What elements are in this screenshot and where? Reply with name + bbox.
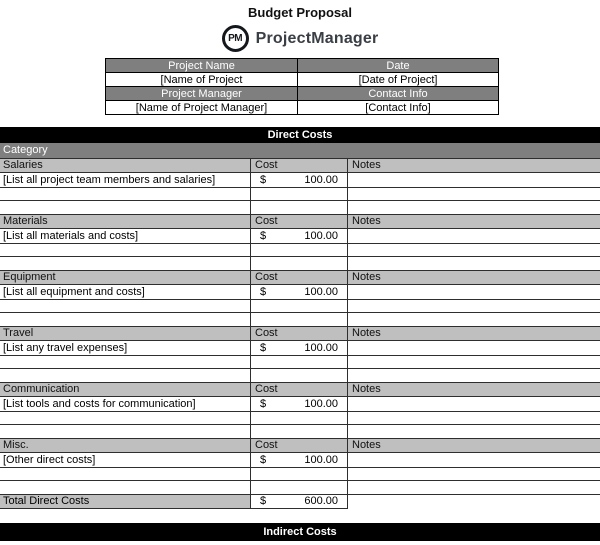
cost-column-header: Cost [250, 214, 348, 229]
item-cost-cell[interactable] [250, 341, 348, 356]
date-header: Date [298, 59, 499, 73]
item-description-cell[interactable]: [List tools and costs for communication] [0, 397, 250, 412]
project-manager-header: Project Manager [106, 87, 298, 101]
notes-column-header: Notes [348, 214, 600, 229]
project-manager-value[interactable]: [Name of Project Manager] [106, 101, 298, 115]
notes-column-header: Notes [348, 326, 600, 341]
item-cost-cell[interactable] [250, 453, 348, 468]
cost-amount: 100.00 [304, 174, 338, 186]
contact-info-header: Contact Info [298, 87, 499, 101]
total-label: Total Direct Costs [0, 494, 250, 509]
item-notes-cell[interactable] [348, 341, 600, 356]
empty-cell[interactable] [348, 481, 600, 494]
empty-cell[interactable] [250, 468, 348, 481]
cost-column-header: Cost [250, 382, 348, 397]
item-notes-cell[interactable] [348, 173, 600, 188]
cost-column-header: Cost [250, 438, 348, 453]
cost-section-misc [0, 438, 600, 494]
empty-cell[interactable] [250, 356, 348, 369]
cost-section-communication [0, 382, 600, 438]
table-row [0, 382, 600, 397]
empty-cell[interactable] [0, 188, 250, 201]
date-value[interactable]: [Date of Project] [298, 73, 499, 87]
section-title: Communication [0, 382, 250, 397]
table-row [0, 397, 600, 412]
empty-cell[interactable] [348, 369, 600, 382]
currency-symbol: $ [260, 495, 267, 507]
table-row [0, 285, 600, 300]
table-row [0, 257, 600, 270]
empty-cell[interactable] [250, 425, 348, 438]
table-row [0, 453, 600, 468]
empty-cell[interactable] [250, 412, 348, 425]
currency-symbol: $ [260, 174, 267, 186]
total-direct-costs-row [0, 494, 600, 509]
table-row [0, 158, 600, 173]
empty-cell[interactable] [250, 369, 348, 382]
pm-logo-icon: PM [222, 25, 249, 52]
cost-column-header: Cost [250, 326, 348, 341]
cost-column-header: Cost [250, 270, 348, 285]
empty-cell[interactable] [0, 468, 250, 481]
table-row [0, 201, 600, 214]
table-row [0, 188, 600, 201]
empty-cell[interactable] [0, 257, 250, 270]
table-row [0, 270, 600, 285]
empty-cell[interactable] [348, 201, 600, 214]
empty-cell[interactable] [348, 244, 600, 257]
empty-cell[interactable] [250, 188, 348, 201]
notes-column-header: Notes [348, 382, 600, 397]
item-description-cell[interactable]: [List all project team members and salaries] [0, 173, 250, 188]
cost-section-salaries [0, 158, 600, 214]
total-cost-amount: 600.00 [304, 495, 338, 507]
table-row [0, 341, 600, 356]
cost-amount: 100.00 [304, 454, 338, 466]
currency-symbol: $ [260, 286, 267, 298]
table-row [0, 244, 600, 257]
empty-cell[interactable] [0, 412, 250, 425]
table-row [0, 369, 600, 382]
empty-cell[interactable] [348, 356, 600, 369]
empty-cell[interactable] [0, 300, 250, 313]
cost-section-travel [0, 326, 600, 382]
empty-cell[interactable] [250, 244, 348, 257]
currency-symbol: $ [260, 454, 267, 466]
brand-name: ProjectManager [255, 29, 379, 47]
section-title: Travel [0, 326, 250, 341]
item-notes-cell[interactable] [348, 229, 600, 244]
section-title: Misc. [0, 438, 250, 453]
item-description-cell[interactable]: [List all equipment and costs] [0, 285, 250, 300]
table-row [106, 73, 499, 87]
project-name-header: Project Name [106, 59, 298, 73]
currency-symbol: $ [260, 342, 267, 354]
total-notes-cell [348, 494, 600, 509]
direct-costs-bar: Direct Costs [0, 127, 600, 143]
total-cost-cell[interactable] [250, 494, 348, 509]
contact-info-value[interactable]: [Contact Info] [298, 101, 499, 115]
cost-amount: 100.00 [304, 286, 338, 298]
table-row [106, 59, 499, 73]
table-row [0, 313, 600, 326]
empty-cell[interactable] [250, 313, 348, 326]
empty-cell[interactable] [0, 356, 250, 369]
item-cost-cell[interactable] [250, 397, 348, 412]
empty-cell[interactable] [250, 201, 348, 214]
empty-cell[interactable] [0, 425, 250, 438]
indirect-costs-bar: Indirect Costs [0, 523, 600, 541]
table-row [106, 87, 499, 101]
project-name-value[interactable]: [Name of Project [106, 73, 298, 87]
empty-cell[interactable] [250, 481, 348, 494]
cost-column-header: Cost [250, 158, 348, 173]
table-row [0, 481, 600, 494]
empty-cell[interactable] [348, 313, 600, 326]
table-row [0, 326, 600, 341]
table-row [0, 214, 600, 229]
cost-amount: 100.00 [304, 398, 338, 410]
empty-cell[interactable] [0, 201, 250, 214]
item-description-cell[interactable]: [List all materials and costs] [0, 229, 250, 244]
cost-section-equipment [0, 270, 600, 326]
table-row [0, 438, 600, 453]
item-description-cell[interactable]: [Other direct costs] [0, 453, 250, 468]
brand-logo [0, 25, 600, 52]
section-title: Equipment [0, 270, 250, 285]
item-description-cell[interactable]: [List any travel expenses] [0, 341, 250, 356]
empty-cell[interactable] [0, 369, 250, 382]
table-row [106, 101, 499, 115]
empty-cell[interactable] [348, 188, 600, 201]
item-notes-cell[interactable] [348, 285, 600, 300]
notes-column-header: Notes [348, 438, 600, 453]
table-row [0, 229, 600, 244]
section-title: Materials [0, 214, 250, 229]
item-notes-cell[interactable] [348, 453, 600, 468]
cost-amount: 100.00 [304, 342, 338, 354]
project-info-table [105, 58, 499, 115]
category-header: Category [0, 143, 600, 158]
empty-cell[interactable] [348, 425, 600, 438]
currency-symbol: $ [260, 398, 267, 410]
table-row [0, 300, 600, 313]
empty-cell[interactable] [250, 300, 348, 313]
empty-cell[interactable] [0, 244, 250, 257]
item-cost-cell[interactable] [250, 229, 348, 244]
notes-column-header: Notes [348, 270, 600, 285]
cost-amount: 100.00 [304, 230, 338, 242]
table-row [0, 356, 600, 369]
table-row [0, 468, 600, 481]
item-notes-cell[interactable] [348, 397, 600, 412]
currency-symbol: $ [260, 230, 267, 242]
table-row [0, 425, 600, 438]
section-title: Salaries [0, 158, 250, 173]
cost-section-materials [0, 214, 600, 270]
empty-cell[interactable] [348, 257, 600, 270]
item-cost-cell[interactable] [250, 173, 348, 188]
item-cost-cell[interactable] [250, 285, 348, 300]
empty-cell[interactable] [0, 313, 250, 326]
empty-cell[interactable] [250, 257, 348, 270]
empty-cell[interactable] [348, 468, 600, 481]
empty-cell[interactable] [348, 412, 600, 425]
empty-cell[interactable] [348, 300, 600, 313]
table-row [0, 412, 600, 425]
page-title: Budget Proposal [247, 5, 352, 20]
table-row [0, 173, 600, 188]
empty-cell[interactable] [0, 481, 250, 494]
notes-column-header: Notes [348, 158, 600, 173]
